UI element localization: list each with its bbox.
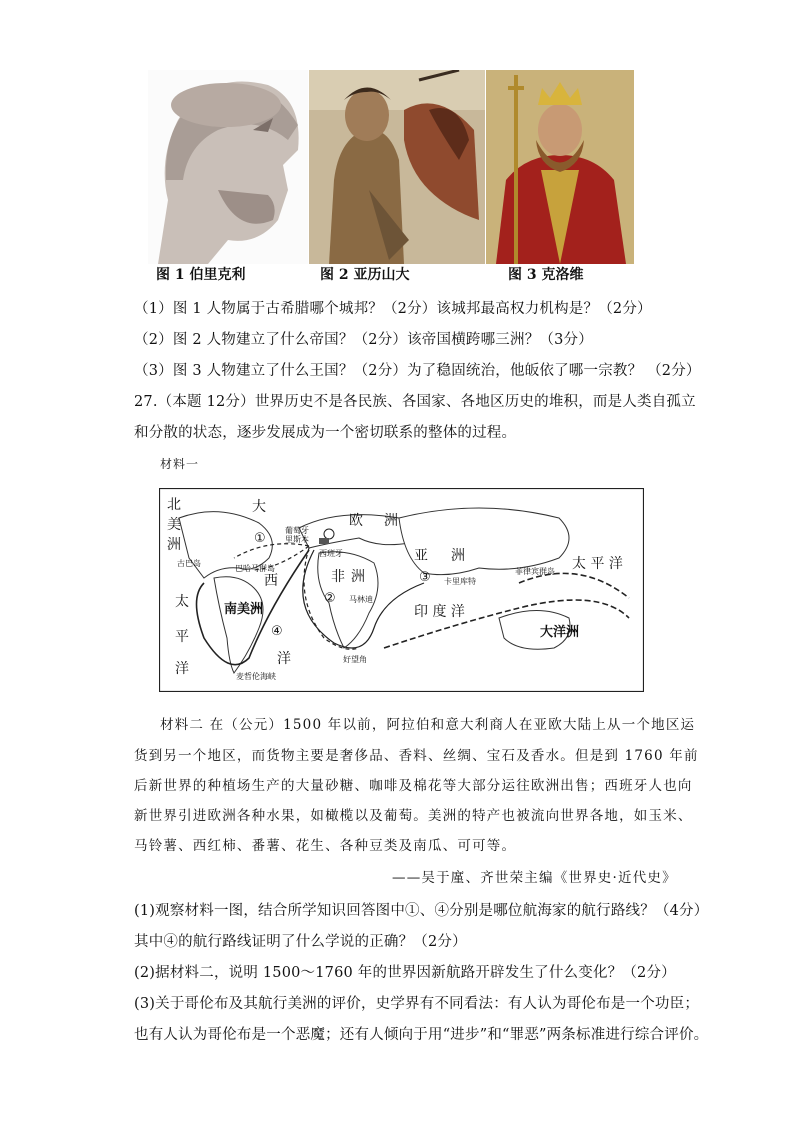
map-label-north: 北 [167, 497, 181, 513]
map-label-oceania: 大洋洲 [540, 625, 580, 640]
figure-1-caption: 图 1 伯里克利 [156, 267, 246, 283]
map-labels [159, 488, 644, 692]
figure-1-pericles-image [148, 70, 308, 264]
map-place-cape-good-hope: 好望角 [343, 655, 367, 664]
map-label-africa: 非 [331, 569, 345, 585]
figure-3-caption: 图 3 克洛维 [508, 267, 584, 283]
map-label-continent-1: 洲 [167, 537, 181, 553]
map-place-philippines: 菲律宾群岛 [515, 567, 555, 576]
map-place-bahamas: 巴哈马群岛 [235, 564, 275, 573]
map-label-asia: 亚 [414, 548, 428, 564]
question-27-intro-2: 和分散的状态，逐步发展成为一个密切联系的整体的过程。 [134, 425, 517, 441]
map-place-lisbon: 里斯本 [285, 535, 309, 544]
question-26-2: （2）图 2 人物建立了什么帝国？（2分）该帝国横跨哪三洲？（3分） [134, 332, 593, 348]
map-label-asia-2: 洲 [451, 548, 465, 564]
map-label-west: 西 [264, 573, 278, 589]
figure-2-alexander-image [309, 70, 485, 264]
question-27-1: (1)观察材料一图，结合所学知识回答图中①、④分别是哪位航海家的航行路线？（4分） [134, 903, 709, 919]
question-27-3: (3)关于哥伦布及其航行美洲的评价，史学界有不同看法：有人认为哥伦布是一个功臣； [134, 996, 700, 1012]
map-label-america-1: 美 [167, 517, 181, 533]
map-place-malindi: 马林迪 [349, 595, 373, 604]
question-27-3b: 也有人认为哥伦布是一个恶魔；还有人倾向于用“进步”和“罪恶”两条标准进行综合评价。 [134, 1027, 709, 1043]
question-26-3: （3）图 3 人物建立了什么王国？（2分）为了稳固统治，他皈依了哪一宗教？ （2分） [134, 363, 701, 379]
material-2-line-3: 后新世界的种植场生产的大量砂糖、咖啡及棉花等大部分运往欧洲出售；西班牙人也向 [134, 778, 693, 794]
map-place-cuba: 古巴岛 [177, 559, 201, 568]
map-label-great: 大 [252, 499, 266, 515]
map-label-tai: 太 [175, 594, 189, 610]
map-label-indian-ocean: 印 度 洋 [414, 604, 465, 620]
map-label-yang: 洋 [175, 661, 189, 677]
material-2-line-5: 马铃薯、西红柿、番薯、花生、各种豆类及南瓜、可可等。 [134, 838, 517, 854]
map-label-ocean-west: 洋 [277, 651, 291, 667]
material-2-line-2: 货到另一个地区，而货物主要是奢侈品、香料、丝绸、宝石及香水。但是到 1760 年前 [134, 748, 699, 764]
map-route-4: ④ [271, 624, 283, 639]
map-label-ping: 平 [175, 629, 189, 645]
material-1-label: 材料一 [160, 457, 200, 471]
map-place-portugal: 葡萄牙 [285, 526, 309, 535]
map-label-africa-2: 洲 [351, 569, 365, 585]
material-2-line-1: 材料二 在（公元）1500 年以前，阿拉伯和意大利商人在亚欧大陆上从一个地区运 [160, 717, 696, 733]
material-2-line-4: 新世界引进欧洲各种水果，如橄榄以及葡萄。美洲的特产也被流向世界各地，如玉米、 [134, 808, 693, 824]
map-place-magellan-strait: 麦哲伦海峡 [236, 672, 276, 681]
question-27-intro-1: 27.（本题 12分）世界历史不是各民族、各国家、各地区历史的堆积，而是人类自孤立 [134, 394, 696, 410]
map-route-3: ③ [419, 570, 431, 585]
map-place-calicut: 卡里库特 [444, 577, 476, 586]
material-2-source: ——吴于廑、齐世荣主编《世界史·近代史》 [392, 870, 677, 886]
map-label-south-america: 南美洲 [224, 602, 264, 617]
figure-3-clovis-image [486, 70, 634, 264]
map-route-1: ① [254, 531, 266, 546]
question-26-1: （1）图 1 人物属于古希腊哪个城邦？（2分）该城邦最高权力机构是？（2分） [134, 301, 652, 317]
figure-2-caption: 图 2 亚历山大 [320, 267, 410, 283]
question-27-2: (2)据材料二，说明 1500～1760 年的世界因新航路开辟发生了什么变化？（2分） [134, 965, 676, 981]
map-route-2: ② [324, 591, 336, 606]
map-place-spain: 西班牙 [319, 549, 343, 558]
map-label-europe-2: 洲 [384, 513, 398, 529]
map-label-europe: 欧 [349, 513, 363, 529]
question-27-1b: 其中④的航行路线证明了什么学说的正确？（2分） [134, 934, 467, 950]
map-label-pacific-east: 太 平 洋 [572, 556, 623, 572]
